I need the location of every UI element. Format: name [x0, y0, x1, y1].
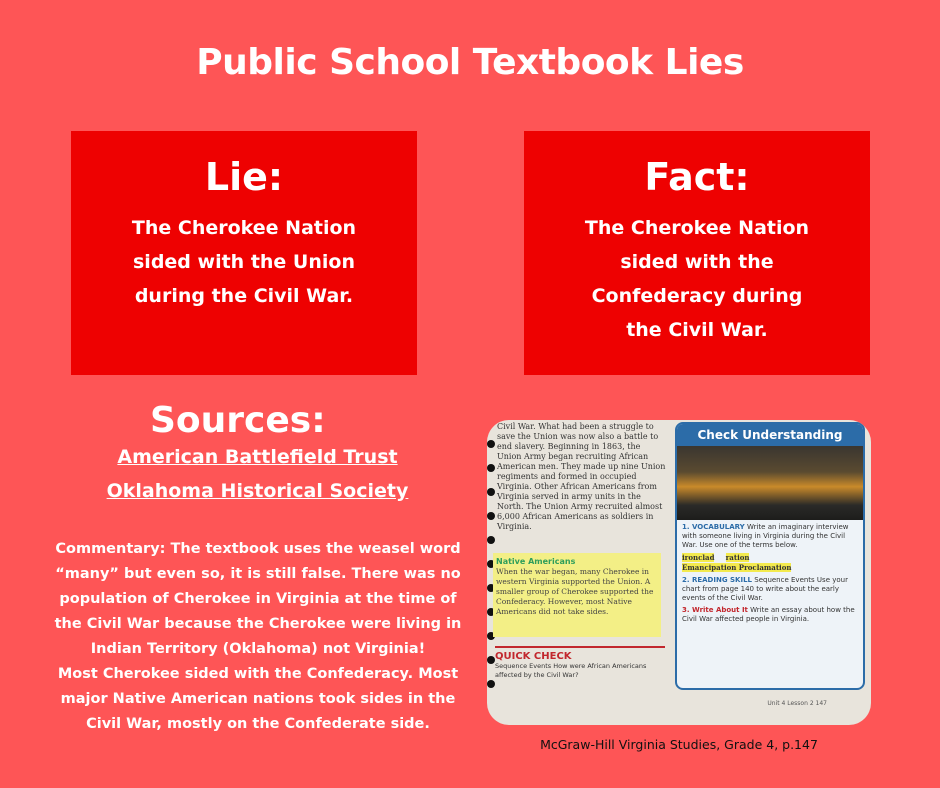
term-ironclad: ironclad [682, 553, 715, 562]
reading-skill-text: Sequence Events Use your chart from page 140 to write about the early events of the Civil War. [682, 576, 848, 602]
page-title: Public School Textbook Lies [196, 42, 744, 83]
fact-heading: Fact: [644, 155, 750, 199]
vocabulary-text: Write an imaginary interview with someone living in Virginia during the Civil War. Use one of the terms below. [682, 523, 849, 549]
fact-line: The Cherokee Nation [584, 217, 810, 239]
textbook-body-text: Civil War. What had been a struggle to save the Union was now also a battle to end slavery. Beginning in 1863, the Union Army began recruiting African American men. They made up nine Union regiments and formed in occupied Virginia. Other African Americans from Virginia served in army units in the North. The Union Army recruited almost 6,000 African Americans as soldiers in Virginia. [497, 422, 666, 531]
commentary-line: Most Cherokee sided with the Confederacy. Most [57, 666, 459, 682]
native-americans-callout [493, 553, 661, 637]
sources-heading: Sources: [150, 400, 326, 441]
lie-line: during the Civil War. [134, 285, 354, 307]
fact-line: Confederacy during [591, 285, 803, 307]
source-link-american-battlefield-trust[interactable]: American Battlefield Trust [117, 446, 398, 468]
check-understanding-panel [675, 422, 865, 690]
quick-check-text: Sequence Events How were African Americans affected by the Civil War? [495, 662, 647, 679]
term-emancipation-proclamation: Emancipation Proclamation [682, 563, 792, 572]
quick-check [495, 646, 665, 680]
write-about-it-text: Write an essay about how the Civil War affected people in Virginia. [682, 606, 855, 623]
commentary-line: “many” but even so, it is still false. There was no [55, 566, 461, 582]
fact-box [524, 131, 870, 375]
photo-caption: McGraw-Hill Virginia Studies, Grade 4, p.147 [540, 737, 818, 752]
check-understanding-heading: Check Understanding [677, 424, 863, 446]
quick-check-heading: QUICK CHECK [495, 651, 572, 662]
lie-text [114, 211, 374, 313]
vocabulary-terms [677, 550, 863, 573]
commentary-line: major Native American nations took sides in the [60, 691, 456, 707]
commentary-line: the Civil War because the Cherokee were living in [54, 616, 462, 632]
lie-line: sided with the Union [133, 251, 355, 273]
vocabulary-label: 1. VOCABULARY [682, 523, 745, 531]
commentary-line: Indian Territory (Oklahoma) not Virginia! [90, 641, 426, 657]
textbook-page-number: Unit 4 Lesson 2 147 [767, 700, 827, 707]
reading-skill-item [677, 573, 863, 603]
source-link-oklahoma-historical-society[interactable]: Oklahoma Historical Society [106, 480, 409, 502]
native-americans-heading: Native Americans [496, 557, 576, 566]
write-about-it-item [677, 603, 863, 624]
commentary-line: Commentary: The textbook uses the weasel word [55, 541, 461, 557]
battle-illustration [677, 446, 863, 520]
commentary [20, 537, 496, 737]
commentary-line: Civil War, mostly on the Confederate side. [86, 716, 430, 732]
lie-heading: Lie: [204, 155, 284, 199]
commentary-line: population of Cherokee in Virginia at the time of [59, 591, 457, 607]
lie-line: The Cherokee Nation [131, 217, 357, 239]
fact-text [567, 211, 827, 347]
term-ration: ration [725, 553, 750, 562]
fact-line: the Civil War. [626, 319, 768, 341]
lie-box [71, 131, 417, 375]
reading-skill-label: 2. READING SKILL [682, 576, 753, 584]
fact-line: sided with the [620, 251, 774, 273]
write-about-it-label: 3. Write About It [682, 606, 748, 614]
textbook-photo [487, 420, 871, 725]
vocabulary-item [677, 520, 863, 550]
native-americans-text: When the war began, many Cherokee in western Virginia supported the Union. A smaller group of Cherokee supported the Confederacy. However, most Native Americans did not take sides. [496, 567, 654, 616]
